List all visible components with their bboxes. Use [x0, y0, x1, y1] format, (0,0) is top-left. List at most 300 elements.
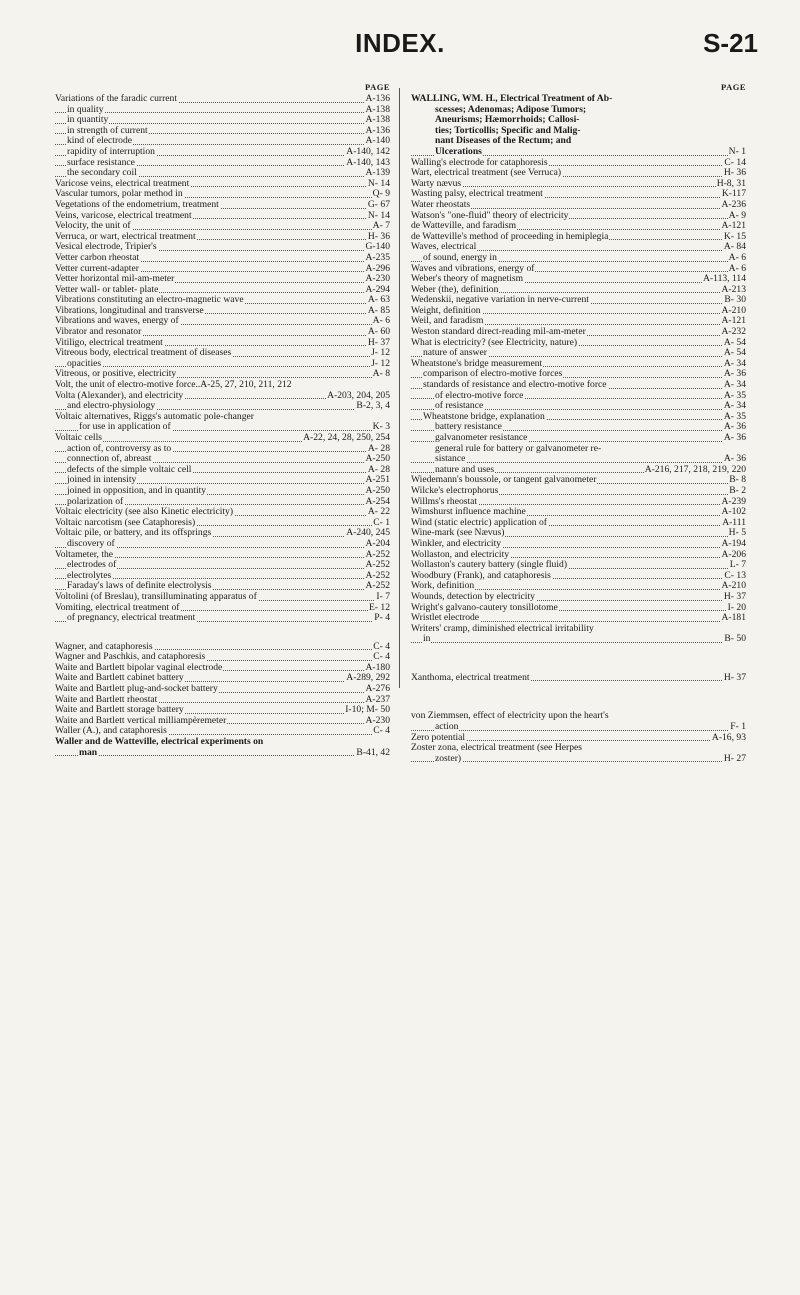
index-entry — [411, 94, 746, 105]
entry-term: Vetter wall- or tablet- plate — [55, 284, 159, 295]
entry-page-ref: A-139 — [365, 168, 390, 179]
entry-page-ref: A-102 — [721, 507, 746, 518]
index-entry — [55, 465, 390, 476]
entry-page-ref: I- 20 — [727, 602, 746, 613]
entry-term: Faraday's laws of definite electrolysis — [67, 581, 212, 592]
entry-term: Voltolini (of Breslau), transilluminating apparatus of — [55, 591, 257, 602]
entry-page-ref: H-8, 31 — [716, 178, 746, 189]
entry-term: Weil, and faradism — [411, 316, 484, 327]
index-entry — [411, 126, 746, 137]
index-entry — [411, 475, 746, 486]
entry-page-ref: K- 3 — [372, 422, 390, 433]
entry-page-ref: A-296 — [365, 263, 390, 274]
entry-page-ref: N- 1 — [728, 146, 746, 157]
index-entry — [55, 684, 390, 695]
index-entry — [411, 285, 746, 296]
entry-term: Winkler, and electricity — [411, 538, 502, 549]
entry-term: Waves, electrical — [411, 242, 477, 253]
entry-page-ref: A-16, 93 — [711, 732, 746, 743]
entry-page-ref: A-237 — [365, 694, 390, 705]
entry-term: Waves and vibrations, energy of — [411, 263, 535, 274]
entry-term: surface resistance — [67, 157, 135, 168]
entry-page-ref: A- 28 — [367, 464, 390, 475]
entry-term: Waite and Bartlett cabinet battery — [55, 673, 184, 684]
index-entry — [55, 105, 390, 116]
entry-term: Voltaic electricity (see also Kinetic electricity) — [55, 507, 234, 518]
entry-term: Vesical electrode, Tripier's — [55, 242, 157, 253]
section-gap — [411, 683, 746, 701]
entry-page-ref: A-251 — [365, 475, 390, 486]
entry-term: Waite and Bartlett vertical milliampèremeter — [55, 715, 227, 726]
entry-term: electrolytes — [67, 570, 112, 581]
entry-term: Wollaston, and electricity — [411, 549, 510, 560]
index-entry — [55, 652, 390, 663]
entry-page-ref: H- 27 — [723, 753, 746, 764]
entry-term: Ulcerations — [435, 146, 482, 157]
entry-term: Wine-mark (see Nævus) — [411, 528, 505, 539]
index-entry — [55, 497, 390, 508]
entry-page-ref: P- 4 — [374, 613, 390, 624]
entry-term: discovery of — [67, 538, 115, 549]
index-entry — [411, 348, 746, 359]
entry-page-ref: A-136 — [365, 94, 390, 104]
leader-dots — [55, 366, 390, 367]
leader-dots — [411, 642, 746, 643]
entry-page-ref: A- 34 — [723, 401, 746, 412]
index-entry — [55, 369, 390, 380]
index-entry — [55, 716, 390, 727]
index-entry — [411, 518, 746, 529]
entry-page-ref: B- 30 — [724, 295, 746, 306]
entry-term: Willms's rheostat — [411, 496, 478, 507]
entry-page-ref: J- 12 — [371, 348, 390, 359]
index-entry — [55, 613, 390, 624]
entry-term: polarization of — [67, 496, 124, 507]
entry-page-ref: A- 54 — [723, 337, 746, 348]
entry-term: in — [423, 634, 431, 645]
entry-term: Water rheostats — [411, 199, 471, 210]
entry-page-ref: A- 84 — [723, 242, 746, 253]
entry-term: zoster) — [435, 753, 462, 764]
entry-term: Wind (static electric) application of — [411, 517, 547, 528]
entry-term: of pregnancy, electrical treatment — [67, 613, 196, 624]
index-entry — [411, 634, 746, 645]
entry-term: opacities — [67, 358, 102, 369]
entry-term: Varicose veins, electrical treatment — [55, 178, 190, 189]
entry-page-ref: A-239 — [721, 496, 746, 507]
leader-dots — [55, 755, 390, 756]
entry-page-ref: A-22, 24, 28, 250, 254 — [303, 433, 390, 443]
entry-page-ref: A-213 — [721, 284, 746, 295]
index-entry — [55, 115, 390, 126]
index-entry — [411, 391, 746, 402]
index-entry — [411, 412, 746, 423]
entry-term: Wilcke's electrophorus — [411, 485, 499, 496]
index-entry — [55, 232, 390, 243]
entry-page-ref: I-10; M- 50 — [345, 705, 390, 716]
index-column-left — [55, 80, 390, 758]
entry-page-ref: A-121 — [721, 316, 746, 327]
entry-page-ref: F- 1 — [730, 722, 746, 733]
entry-page-ref: A- 6 — [728, 263, 746, 274]
index-entry — [55, 705, 390, 716]
entry-page-ref: C- 4 — [373, 641, 390, 652]
entry-page-ref: A- 36 — [723, 454, 746, 465]
index-entry — [411, 560, 746, 571]
index-entry — [411, 168, 746, 179]
entry-term: Vibrator and resonator — [55, 327, 142, 338]
entry-term: Vetter current-adapter — [55, 263, 139, 274]
entry-term: Zoster zona, electrical treatment (see Herpes — [411, 743, 582, 754]
index-column-right — [411, 80, 746, 764]
index-entry — [411, 722, 746, 733]
index-entry — [55, 539, 390, 550]
index-entry — [411, 528, 746, 539]
entry-term: joined in intensity — [67, 475, 137, 486]
entry-term: Waite and Bartlett rheostat — [55, 694, 158, 705]
entry-page-ref: A- 60 — [367, 327, 390, 338]
entry-term: WALLING, WM. H., Electrical Treatment of Ab- — [411, 94, 613, 104]
entry-page-ref: A-204 — [365, 538, 390, 549]
entry-term: Vascular tumors, polar method in — [55, 189, 183, 200]
entry-term: standards of resistance and electro-motive force — [423, 380, 607, 391]
entry-term: Wart, electrical treatment (see Verruca) — [411, 168, 562, 179]
entry-term: general rule for battery or galvanometer re- — [435, 443, 602, 454]
entry-page-ref: A- 63 — [367, 295, 390, 306]
entry-term: Waite and Bartlett plug-and-socket battery — [55, 684, 218, 695]
entry-page-ref: A- 36 — [723, 433, 746, 443]
entry-term: Wasting palsy, electrical treatment — [411, 189, 543, 200]
entry-term: Vomiting, electrical treatment of — [55, 602, 180, 613]
entry-term: nature and uses — [435, 464, 495, 475]
index-entry — [411, 711, 746, 722]
entry-term: Vitreous, or positive, electricity — [55, 369, 177, 380]
index-entry — [411, 454, 746, 465]
entry-term: galvanometer resistance — [435, 433, 528, 443]
entry-term: Vitreous body, electrical treatment of diseases — [55, 348, 232, 359]
entry-term: Velocity, the unit of — [55, 221, 131, 232]
index-entry — [55, 126, 390, 137]
index-entry — [55, 380, 390, 391]
entry-page-ref: N- 14 — [367, 210, 390, 221]
section-gap — [411, 663, 746, 673]
entry-page-ref: C- 1 — [373, 517, 390, 528]
entry-term: action — [435, 722, 459, 733]
entry-term: Wright's galvano-cautery tonsillotome — [411, 602, 558, 613]
entry-term: de Watteville, and faradism — [411, 221, 517, 232]
entry-page-ref: A-140, 143 — [346, 157, 390, 168]
entry-term: action of, controversy as to — [67, 443, 172, 454]
index-entry — [55, 327, 390, 338]
entry-page-ref: A-230 — [365, 715, 390, 726]
entry-page-ref: A-210 — [721, 581, 746, 592]
entry-page-ref: A-180 — [365, 662, 390, 673]
index-entry — [55, 518, 390, 529]
entry-page-ref: A- 34 — [723, 380, 746, 391]
entry-term: Wedenskii, negative variation in nerve-current — [411, 295, 589, 306]
index-entry — [411, 221, 746, 232]
entry-term: Vibrations, longitudinal and transverse — [55, 305, 204, 316]
entry-term: Weight, definition — [411, 305, 481, 316]
entry-term: comparison of electro-motive forces — [423, 369, 563, 380]
leader-dots — [55, 112, 390, 113]
index-entry — [55, 359, 390, 370]
index-entry — [55, 168, 390, 179]
entry-term: of electro-motive force — [435, 390, 524, 401]
entry-page-ref: A-111 — [722, 517, 746, 528]
entry-term: Vegetations of the endometrium, treatment — [55, 199, 219, 210]
entry-page-ref: C- 4 — [373, 652, 390, 663]
entry-term: Wagner and Paschkis, and cataphoresis — [55, 652, 206, 663]
entry-term: Weber (the), definition — [411, 284, 499, 295]
entry-page-ref: A-206 — [721, 549, 746, 560]
entry-term: Waite and Bartlett bipolar vaginal electrode — [55, 662, 223, 673]
index-entry — [411, 253, 746, 264]
index-entry — [411, 754, 746, 765]
index-entry — [55, 136, 390, 147]
index-entry — [55, 200, 390, 211]
entry-page-ref: A-210 — [721, 305, 746, 316]
entry-page-ref: A-252 — [365, 549, 390, 560]
entry-page-ref: G- 67 — [367, 199, 390, 210]
index-entry — [411, 433, 746, 444]
entry-page-ref: A-250 — [365, 454, 390, 465]
entry-term: Variations of the faradic current — [55, 94, 177, 104]
index-entry — [55, 581, 390, 592]
index-entry — [411, 733, 746, 744]
index-entry — [55, 748, 390, 759]
index-entry — [411, 242, 746, 253]
index-entry — [411, 380, 746, 391]
entry-term: rapidity of interruption — [67, 146, 155, 157]
index-entry — [55, 454, 390, 465]
entry-page-ref: B-2, 3, 4 — [356, 401, 390, 412]
index-entries — [55, 94, 390, 758]
index-entry — [411, 136, 746, 147]
entry-term: Vetter carbon rheostat — [55, 252, 140, 263]
index-entry — [55, 550, 390, 561]
entry-term: Weston standard direct-reading mil-am-meter — [411, 327, 586, 338]
index-entry — [411, 327, 746, 338]
section-gap — [55, 624, 390, 642]
index-entry — [55, 673, 390, 684]
index-entry — [55, 264, 390, 275]
entry-term: scesses; Adenomas; Adipose Tumors; — [435, 104, 587, 115]
index-entry — [411, 592, 746, 603]
entry-page-ref: A- 28 — [367, 443, 390, 454]
index-entry — [411, 232, 746, 243]
entry-page-ref: L- 7 — [729, 560, 746, 571]
index-entry — [411, 147, 746, 158]
page-column-heading: PAGE — [721, 82, 746, 92]
entry-term: Wheatstone bridge, explanation — [423, 411, 545, 422]
entry-term: sistance — [435, 454, 466, 465]
entry-page-ref: A-138 — [365, 104, 390, 115]
index-entry — [55, 507, 390, 518]
entry-term: Watson's "one-fluid" theory of electricity — [411, 210, 569, 221]
entry-page-ref: A-250 — [365, 485, 390, 496]
index-entry — [55, 391, 390, 402]
entry-term: Aneurisms; Hæmorrhoids; Callosi- — [435, 115, 580, 126]
index-entry — [411, 359, 746, 370]
index-entry — [55, 560, 390, 571]
index-entry — [411, 105, 746, 116]
index-entry — [411, 613, 746, 624]
index-entry — [55, 592, 390, 603]
entry-term: connection of, abreast — [67, 454, 152, 465]
entry-page-ref: A-252 — [365, 581, 390, 592]
index-entry — [411, 581, 746, 592]
entry-term: von Ziemmsen, effect of electricity upon the heart's — [411, 711, 609, 722]
index-entry — [55, 285, 390, 296]
entry-page-ref: B- 8 — [729, 475, 746, 486]
entry-page-ref: J- 12 — [371, 358, 390, 369]
entry-term: Weber's theory of magnetism — [411, 274, 524, 285]
index-entry — [55, 158, 390, 169]
index-entry — [411, 571, 746, 582]
entry-page-ref: A-140 — [365, 136, 390, 147]
entry-page-ref: A-230 — [365, 274, 390, 285]
entry-page-ref: A-138 — [365, 115, 390, 126]
entry-page-ref: H- 5 — [728, 528, 746, 539]
entry-page-ref: H- 36 — [723, 168, 746, 179]
entry-page-ref: H- 37 — [723, 672, 746, 683]
page-title: INDEX. — [355, 28, 445, 58]
index-entry — [411, 211, 746, 222]
index-entry — [411, 486, 746, 497]
entry-page-ref: A-294 — [365, 284, 390, 295]
index-entry — [411, 507, 746, 518]
entry-term: Wristlet electrode — [411, 613, 480, 624]
page-column-heading: PAGE — [365, 82, 390, 92]
index-entry — [55, 422, 390, 433]
entry-term: nature of answer — [423, 348, 487, 359]
index-entry — [55, 189, 390, 200]
entry-page-ref: H- 36 — [367, 231, 390, 242]
index-entries — [411, 94, 746, 764]
index-entry — [55, 211, 390, 222]
page-header — [0, 28, 800, 68]
entry-page-ref: A-140, 142 — [346, 146, 390, 157]
entry-page-ref: H- 37 — [367, 337, 390, 348]
entry-page-ref: A-203, 204, 205 — [327, 390, 390, 401]
entry-page-ref: B- 50 — [724, 634, 746, 645]
index-entry — [411, 401, 746, 412]
index-entry — [411, 422, 746, 433]
index-entry — [55, 253, 390, 264]
entry-term: the secondary coil — [67, 168, 137, 179]
index-entry — [411, 295, 746, 306]
entry-term: ties; Torticollis; Specific and Malig- — [435, 125, 581, 136]
entry-term: Writers' cramp, diminished electrical irritability — [411, 623, 594, 634]
index-entry — [411, 306, 746, 317]
entry-term: Work, definition — [411, 581, 475, 592]
entry-term: Volt, the unit of electro-motive force..A-25, 27, 210, 211, 212 — [55, 380, 292, 391]
entry-term: Warty nævus — [411, 178, 462, 189]
index-entry — [411, 200, 746, 211]
page-number: S-21 — [703, 28, 758, 58]
leader-dots — [411, 730, 746, 731]
entry-page-ref: A-232 — [721, 327, 746, 338]
entry-page-ref: A- 34 — [723, 358, 746, 369]
entry-page-ref: E- 12 — [368, 602, 390, 613]
entry-page-ref: A- 35 — [723, 390, 746, 401]
index-entry — [55, 726, 390, 737]
entry-page-ref: A- 36 — [723, 369, 746, 380]
entry-term: Zero potential — [411, 732, 466, 743]
index-entry — [55, 433, 390, 444]
entry-term: battery resistance — [435, 422, 502, 433]
index-entry — [55, 338, 390, 349]
entry-page-ref: A- 35 — [723, 411, 746, 422]
entry-term: of resistance — [435, 401, 484, 412]
entry-page-ref: H- 37 — [723, 591, 746, 602]
entry-page-ref: C- 13 — [724, 570, 746, 581]
entry-page-ref: A-235 — [365, 252, 390, 263]
index-entry — [411, 497, 746, 508]
entry-term: Wounds, detection by electricity — [411, 591, 535, 602]
entry-term: in strength of current — [67, 125, 148, 136]
entry-term: Wimshurst influence machine — [411, 507, 526, 518]
entry-term: Vetter horizontal mil-am-meter — [55, 274, 175, 285]
entry-page-ref: K-117 — [721, 189, 746, 200]
entry-term: for use in application of — [79, 422, 171, 433]
entry-term: Waller (A.), and cataphoresis — [55, 726, 167, 737]
entry-term: Vibrations and waves, energy of — [55, 316, 179, 327]
index-entry — [411, 158, 746, 169]
entry-page-ref: C- 14 — [724, 157, 746, 168]
entry-term: Volta (Alexander), and electricity — [55, 390, 184, 401]
entry-term: Woodbury (Frank), and cataphoresis — [411, 570, 551, 581]
index-entry — [55, 475, 390, 486]
index-entry — [55, 603, 390, 614]
index-entry — [55, 295, 390, 306]
index-entry — [55, 663, 390, 674]
entry-page-ref: A-254 — [365, 496, 390, 507]
index-entry — [411, 444, 746, 455]
section-gap — [411, 701, 746, 711]
entry-term: Voltaic pile, or battery, and its offsprings — [55, 528, 212, 539]
entry-term: of sound, energy in — [423, 252, 497, 263]
entry-page-ref: A-136 — [365, 125, 390, 136]
entry-term: Voltaic cells — [55, 433, 102, 443]
entry-term: Waite and Bartlett storage battery — [55, 705, 184, 716]
index-entry — [55, 695, 390, 706]
entry-page-ref: K- 15 — [723, 231, 746, 242]
index-entry — [411, 179, 746, 190]
index-entry — [411, 673, 746, 684]
entry-page-ref: A- 8 — [372, 369, 390, 380]
index-entry — [411, 550, 746, 561]
index-entry — [55, 94, 390, 105]
entry-term: in quality — [67, 104, 104, 115]
entry-term: Verruca, or wart, electrical treatment — [55, 231, 196, 242]
entry-term: Voltaic narcotism (see Cataphoresis) — [55, 517, 196, 528]
entry-term: Walling's electrode for cataphoresis — [411, 157, 548, 168]
entry-term: electrodes of — [67, 560, 117, 571]
index-entry — [55, 274, 390, 285]
entry-page-ref: A-289, 292 — [346, 673, 390, 684]
entry-page-ref: B- 2 — [729, 485, 746, 496]
entry-page-ref: A- 9 — [728, 210, 746, 221]
entry-page-ref: A-240, 245 — [346, 528, 390, 539]
entry-term: Waller and de Watteville, electrical experiments on — [55, 737, 264, 748]
entry-term: nant Diseases of the Rectum; and — [435, 136, 572, 147]
index-entry — [411, 274, 746, 285]
entry-term: joined in opposition, and in quantity — [67, 485, 207, 496]
entry-term: de Watteville's method of proceeding in hemiplegia — [411, 231, 609, 242]
entry-page-ref: B-41, 42 — [356, 747, 390, 758]
